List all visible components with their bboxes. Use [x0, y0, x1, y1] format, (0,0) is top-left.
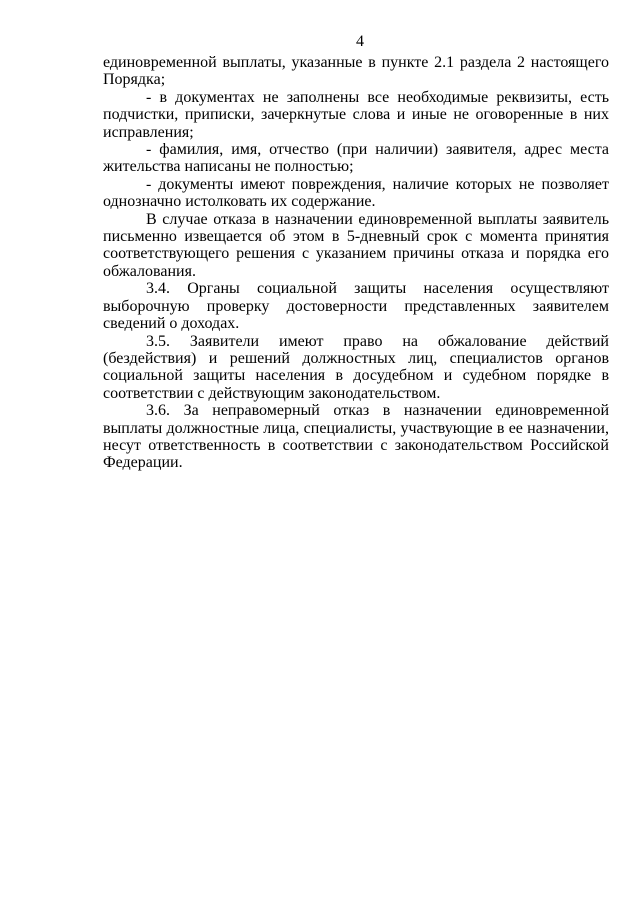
paragraph-3-4: 3.4. Органы социальной защиты населения осуществляют выборочную проверку достоверности представленных заявителем сведений о доходах.: [103, 280, 609, 333]
paragraph-list-item-damaged-documents: - документы имеют повреждения, наличие которых не позволяет однозначно истолковать их содержание.: [103, 175, 609, 211]
paragraph-3-6: 3.6. За неправомерный отказ в назначении единовременной выплаты должностные лица, специалисты, участвующие в ее назначении, несут ответственность в соответствии с законодательством Российской Федерации.: [103, 402, 609, 472]
paragraph-continuation: единовременной выплаты, указанные в пункте 2.1 раздела 2 настоящего Порядка;: [103, 54, 609, 89]
document-body: [103, 54, 609, 472]
paragraph-3-5: 3.5. Заявители имеют право на обжалование действий (бездействия) и решений должностных лиц, специалистов органов социальной защиты населения в досудебном и судебном порядке в соответствии с действующим законодательством.: [103, 332, 609, 402]
document-page: [103, 30, 609, 472]
page-number: 4: [356, 33, 364, 50]
paragraph-list-item-name-address: - фамилия, имя, отчество (при наличии) заявителя, адрес места жительства написаны не полностью;: [103, 141, 609, 176]
paragraph-list-item-requisites: - в документах не заполнены все необходимые реквизиты, есть подчистки, приписки, зачеркнутые слова и иные не оговоренные в них исправления;: [103, 88, 609, 141]
paragraph-refusal-notification: В случае отказа в назначении единовременной выплаты заявитель письменно извещается об этом в 5-дневный срок с момента принятия соответствующего решения с указанием причины отказа и порядка его обжалования.: [103, 210, 609, 280]
